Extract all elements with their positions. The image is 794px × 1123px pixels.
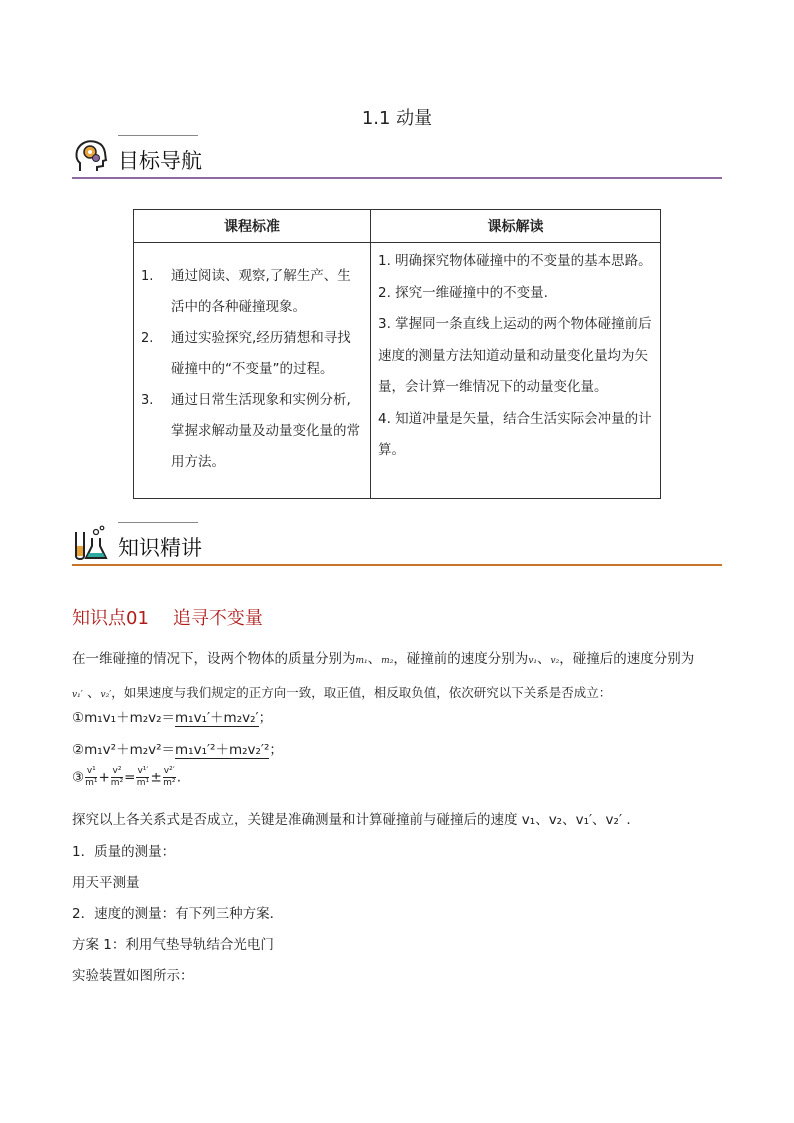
- list-item: 1. 明确探究物体碰撞中的不变量的基本思路。: [378, 253, 652, 269]
- standard-cell: [134, 243, 371, 499]
- curriculum-table: [133, 209, 661, 499]
- header-top-rule: [118, 522, 198, 523]
- paragraph: 用天平测量: [72, 875, 140, 891]
- paragraph: 探究以上各关系式是否成立，关键是准确测量和计算碰撞前与碰撞后的速度 v₁、v₂、v₁′、v₂′ .: [72, 812, 631, 828]
- lab-flask-icon: [72, 524, 110, 562]
- paragraph: 方案 1：利用气垫导轨结合光电门: [72, 937, 274, 953]
- section-title: 知识精讲: [118, 536, 202, 560]
- intro-paragraph: 在一维碰撞的情况下，设两个物体的质量分别为m₁、m₂，碰撞前的速度分别为v₁、v₂，碰撞后的速度分别为 v₁′ 、v₂′，如果速度与我们规定的正方向一致，取正值，相反取负值，依次研究以下关系是否成立：: [72, 651, 695, 701]
- paragraph: 实验装置如图所示：: [72, 968, 194, 984]
- section-header-goals: [72, 135, 722, 179]
- list-item: 4. 知道冲量是矢量，结合生活实际会冲量的计算。: [378, 410, 652, 458]
- list-item: 3. 通过日常生活现象和实例分析,掌握求解动量及动量变化量的常用方法。: [141, 392, 360, 470]
- head-gears-icon: [72, 137, 110, 175]
- equation-3: ③ $\frac{\text{v¹}}{\text{m¹}}$ + $\frac{\text{v²}}{\text{m²}}$ = $\frac{\text{v¹′}}{\text{m¹}}$ ± $\frac{\text{v²′}}{\text{m²}}$ .: [72, 766, 182, 788]
- paragraph: 1．质量的测量：: [72, 844, 176, 860]
- list-item: 3. 掌握同一条直线上运动的两个物体碰撞前后速度的测量方法知道动量和动量变化量均为矢量，会计算一维情况下的动量变化量。: [378, 316, 652, 395]
- table-header-standard: 课程标准: [134, 210, 371, 243]
- interpretation-cell: [371, 243, 661, 499]
- list-item: 2. 通过实验探究,经历猜想和寻找碰撞中的“不变量”的过程。: [141, 330, 351, 377]
- list-item: 1. 通过阅读、观察,了解生产、生活中的各种碰撞现象。: [141, 268, 351, 315]
- page-title: 1.1 动量: [361, 108, 433, 129]
- header-top-rule: [118, 135, 198, 136]
- knowledge-point-heading: 知识点01 追寻不变量: [72, 608, 263, 629]
- section-divider: [72, 564, 722, 566]
- section-header-knowledge: [72, 522, 722, 566]
- equation-1: ①m₁v₁＋m₂v₂＝m₁v₁′＋m₂v₂′；: [72, 710, 273, 726]
- section-divider: [72, 177, 722, 179]
- section-title: 目标导航: [118, 149, 202, 173]
- paragraph: 2．速度的测量：有下列三种方案．: [72, 906, 284, 922]
- list-item: 2. 探究一维碰撞中的不变量.: [378, 284, 548, 301]
- table-header-interpretation: 课标解读: [371, 210, 661, 243]
- equation-2: ②m₁v²＋m₂v²＝m₁v₁′²＋m₂v₂′²；: [72, 742, 283, 758]
